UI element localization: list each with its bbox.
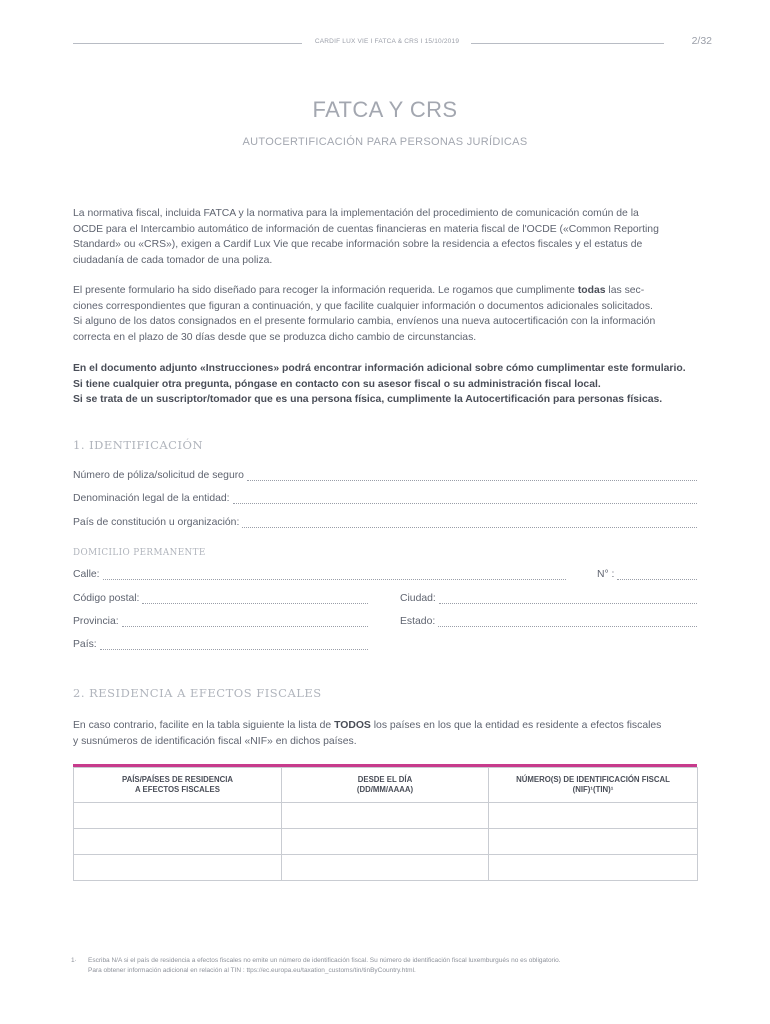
province-field[interactable] — [73, 615, 368, 629]
section-1-title: 1. IDENTIFICACIÓN — [73, 438, 204, 452]
text-line: Si alguno de los datos consignados en el presente formulario cambia, envíenos una nueva autocertificación con la información — [73, 316, 656, 328]
text-line: OCDE para el Intercambio automático de información de cuentas financieras en materia fiscal de l'OCDE («Common Reporting — [73, 223, 659, 235]
table-row — [74, 855, 698, 881]
text-line: Standard» ou «CRS»), exigen a Cardif Lux Vie que recabe información sobre la residencia a efectos fiscales y el estatus de — [73, 239, 643, 251]
field-label: Número de póliza/solicitud de seguro — [73, 470, 244, 481]
text-line: En el documento adjunto «Instrucciones» podrá encontrar información adicional sobre cómo cumplimentar este formulario. — [73, 363, 686, 374]
text-line: ciones correspondientes que figuran a continuación, y que facilite cualquier información o documentos adicionales solicitados. — [73, 300, 653, 312]
field-label: País de constitución u organización: — [73, 517, 240, 528]
header-line: A EFECTOS FISCALES — [135, 785, 220, 794]
table-row — [74, 803, 698, 829]
fill-line[interactable] — [242, 526, 697, 528]
header-line: DESDE EL DÍA — [357, 774, 413, 784]
emphasis-todos: TODOS — [334, 720, 371, 731]
country-constitution-field[interactable] — [73, 516, 697, 530]
section-2-title: 2. RESIDENCIA A EFECTOS FISCALES — [73, 686, 322, 700]
footnote — [73, 956, 561, 975]
tin-cell[interactable] — [489, 803, 698, 829]
fill-line[interactable] — [142, 602, 368, 604]
document-subtitle: AUTOCERTIFICACIÓN PARA PERSONAS JURÍDICAS — [242, 136, 528, 148]
policy-number-field[interactable] — [73, 469, 697, 483]
emphasis-todas: todas — [577, 285, 606, 296]
footnote-line: Para obtener información adicional en relación al TIN : ttps://ec.europa.eu/taxation_customs/tin/tinByCountry.html. — [88, 966, 416, 974]
state-field[interactable] — [400, 615, 697, 629]
text-line: Si tiene cualquier otra pregunta, póngase en contacto con su asesor fiscal o su administración fiscal local. — [73, 378, 601, 390]
text-line: correcta en el plazo de 30 días desde que se produzca dicho cambio de circunstancias. — [73, 331, 477, 343]
fill-line[interactable] — [100, 648, 368, 650]
fill-line[interactable] — [103, 578, 566, 580]
text-line — [73, 283, 697, 299]
text-line: La normativa fiscal, incluida FATCA y la normativa para la implementación del procedimiento de comunicación común de la — [73, 208, 639, 219]
header-line: (DD/MM/AAAA) — [356, 785, 414, 794]
text-segment: En caso contrario, facilite en la tabla siguiente la lista de — [73, 720, 335, 731]
date-cell[interactable] — [282, 829, 489, 855]
intro-paragraph-3 — [73, 361, 697, 408]
section-2-text — [73, 718, 697, 749]
text-segment: los países en los que la entidad es residente a efectos fiscales — [370, 720, 662, 731]
country-field[interactable] — [73, 638, 368, 652]
header-tin — [489, 768, 698, 803]
text-line: y susnúmeros de identificación fiscal «NIF» en dichos países. — [73, 735, 357, 747]
date-cell[interactable] — [282, 855, 489, 881]
text-segment: El presente formulario ha sido diseñado para recoger la información requerida. Le rogamos que cumplimente — [73, 285, 578, 296]
header-rule-right — [471, 43, 664, 44]
fill-line[interactable] — [247, 479, 697, 481]
table-row — [74, 829, 698, 855]
header-since-date — [282, 768, 489, 803]
field-label: N° : — [597, 569, 615, 580]
intro-paragraph-1 — [73, 206, 697, 268]
country-cell[interactable] — [74, 829, 282, 855]
field-label: Calle: — [73, 569, 100, 580]
tin-cell[interactable] — [489, 829, 698, 855]
header-rule-left — [73, 43, 302, 44]
field-label: Estado: — [400, 616, 436, 627]
fill-line[interactable] — [122, 625, 368, 627]
city-field[interactable] — [400, 592, 697, 606]
date-cell[interactable] — [282, 803, 489, 829]
text-line — [73, 718, 697, 734]
footnote-body — [88, 956, 561, 975]
residence-table — [73, 767, 698, 881]
header-country — [74, 768, 282, 803]
document-title: FATCA Y CRS — [312, 97, 458, 122]
table-header-row — [74, 768, 698, 803]
fill-line[interactable] — [233, 502, 697, 504]
field-label: Ciudad: — [400, 593, 436, 604]
postal-code-field[interactable] — [73, 592, 368, 606]
country-cell[interactable] — [74, 803, 282, 829]
fill-line[interactable] — [617, 578, 697, 580]
text-segment: las sec- — [605, 285, 645, 296]
domicile-title: DOMICILIO PERMANENTE — [73, 548, 206, 558]
field-label: Código postal: — [73, 593, 140, 604]
intro-paragraph-2 — [73, 283, 697, 345]
footnote-line: Escriba N/A si el país de residencia a efectos fiscales no emite un número de identificación fiscal. Su número de identificación fiscal luxemburgués no es obligatorio. — [88, 957, 561, 964]
fill-line[interactable] — [439, 602, 697, 604]
running-header: CARDIF LUX VIE I FATCA & CRS I 15/10/2019 — [314, 38, 460, 45]
field-label: Provincia: — [73, 616, 119, 627]
tax-residence-table — [73, 764, 697, 875]
field-label: Denominación legal de la entidad: — [73, 493, 230, 504]
street-number-field[interactable] — [597, 568, 697, 582]
fill-line[interactable] — [438, 625, 697, 627]
tin-cell[interactable] — [489, 855, 698, 881]
page-number: 2/32 — [691, 35, 712, 47]
legal-name-field[interactable] — [73, 492, 697, 506]
header-line: (NIF)¹(TIN)¹ — [572, 785, 614, 794]
footnote-marker: 1· — [71, 957, 77, 964]
text-line: Si se trata de un suscriptor/tomador que es una persona física, cumplimente la Autocertificación para personas físicas. — [73, 394, 663, 406]
street-field[interactable] — [73, 568, 566, 582]
field-label: País: — [73, 639, 97, 650]
text-line: ciudadanía de cada tomador de una poliza. — [73, 254, 273, 266]
header-line: NÚMERO(S) DE IDENTIFICACIÓN FISCAL — [516, 774, 670, 784]
header-line: PAÍS/PAÍSES DE RESIDENCIA — [121, 774, 234, 784]
country-cell[interactable] — [74, 855, 282, 881]
